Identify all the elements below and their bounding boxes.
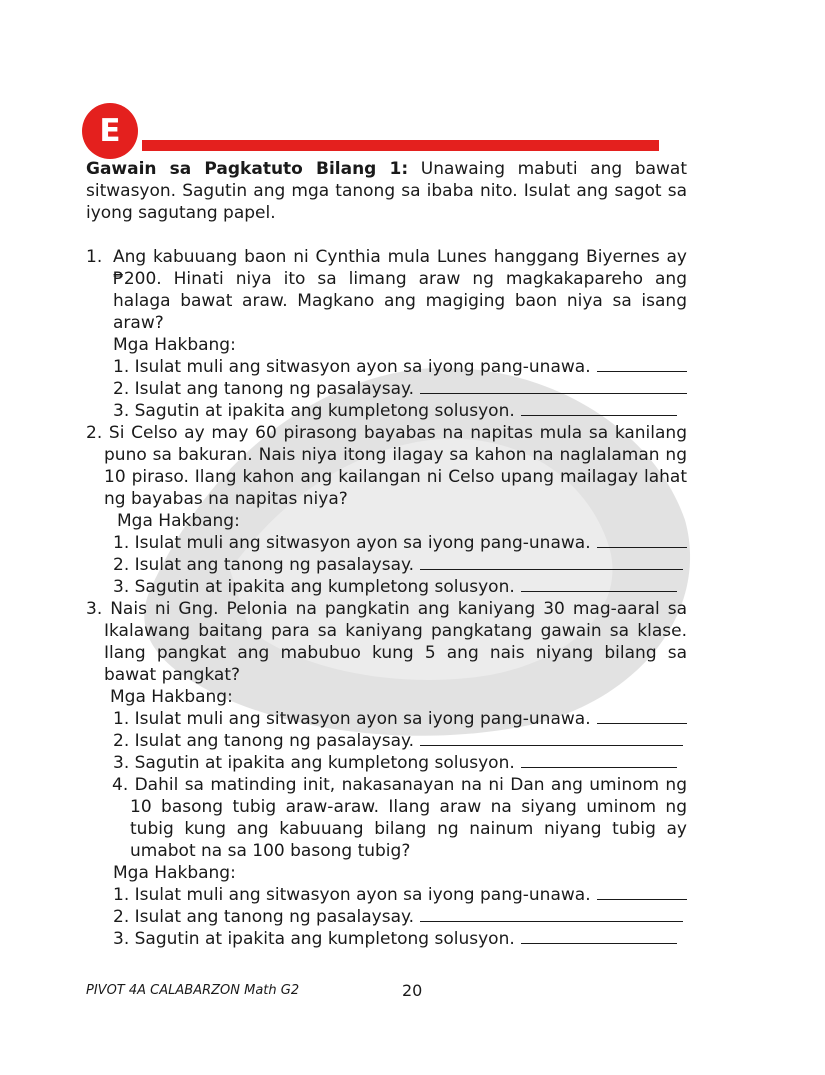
answer-blank[interactable] — [521, 576, 677, 592]
step-3 — [86, 928, 687, 950]
step-3 — [86, 400, 687, 422]
activity-title: Gawain sa Pagkatuto Bilang 1: — [86, 159, 409, 179]
step-2 — [86, 554, 687, 576]
footer-source: PIVOT 4A CALABARZON Math G2 — [86, 983, 300, 998]
answer-blank[interactable] — [521, 752, 677, 768]
step-1 — [86, 356, 687, 378]
answer-blank[interactable] — [420, 378, 687, 394]
answer-blank[interactable] — [597, 708, 687, 724]
step-text: 2. Isulat ang tanong ng pasalaysay. — [113, 555, 415, 575]
step-2 — [86, 730, 687, 752]
answer-blank[interactable] — [521, 928, 677, 944]
steps-label: Mga Hakbang: — [117, 511, 240, 531]
answer-blank[interactable] — [521, 400, 677, 416]
answer-blank[interactable] — [597, 532, 687, 548]
problem-2: 2. Si Celso ay may 60 pirasong bayabas na napitas mula sa kanilang puno sa bakuran. Nais niya itong ilagay sa kahon na naglalaman ng 10 piraso. Ilang kahon ang kailangan ni Celso upang mailagay lahat ng bayabas na napitas niya? — [86, 423, 687, 509]
step-1 — [86, 532, 687, 554]
step-3 — [86, 752, 687, 774]
step-text: 2. Isulat ang tanong ng pasalaysay. — [113, 379, 415, 399]
step-text: 3. Sagutin at ipakita ang kumpletong solusyon. — [113, 401, 515, 421]
intro-paragraph — [86, 158, 687, 224]
problem-number: 1. — [86, 247, 103, 267]
problem-3: 3. Nais ni Gng. Pelonia na pangkatin ang kaniyang 30 mag-aaral sa Ikalawang baitang para sa kaniyang pangkatang gawain sa klase. Ilang pangkat ang mabubuo kung 5 ang nais niyang bilang sa bawat pangkat? — [86, 599, 687, 685]
step-1 — [86, 884, 687, 906]
step-text: 3. Sagutin at ipakita ang kumpletong solusyon. — [113, 929, 515, 949]
header-red-bar — [142, 140, 659, 151]
step-1 — [86, 708, 687, 730]
step-text: 2. Isulat ang tanong ng pasalaysay. — [113, 731, 415, 751]
step-text: 3. Sagutin at ipakita ang kumpletong solusyon. — [113, 753, 515, 773]
step-3 — [86, 576, 687, 598]
problem-text: Ang kabuuang baon ni Cynthia mula Lunes hanggang Biyernes ay ₱200. Hinati niya ito sa limang araw ng magkakapareho ang halaga bawat araw. Magkano ang magiging baon niya sa isang araw? — [113, 247, 687, 333]
step-text: 1. Isulat muli ang sitwasyon ayon sa iyong pang-unawa. — [113, 709, 591, 729]
steps-label: Mga Hakbang: — [110, 687, 233, 707]
problem-4: 4. Dahil sa matinding init, nakasanayan na ni Dan ang uminom ng 10 basong tubig araw-araw. Ilang araw na siyang uminom ng tubig kung ang kabuuang bilang ng nainum niyang tubig ay umabot na sa 100 basong tubig? — [112, 775, 687, 861]
activity-content — [86, 158, 687, 950]
step-2 — [86, 378, 687, 400]
step-text: 1. Isulat muli ang sitwasyon ayon sa iyong pang-unawa. — [113, 885, 591, 905]
answer-blank[interactable] — [597, 884, 687, 900]
answer-blank[interactable] — [597, 356, 687, 372]
section-letter-badge: E — [82, 103, 138, 159]
page-number: 20 — [402, 981, 423, 1000]
step-text: 1. Isulat muli ang sitwasyon ayon sa iyong pang-unawa. — [113, 357, 591, 377]
step-text: 2. Isulat ang tanong ng pasalaysay. — [113, 907, 415, 927]
step-2 — [86, 906, 687, 928]
section-header — [82, 103, 662, 159]
intro-text: Unawaing mabuti ang bawat sitwasyon. Sagutin ang mga tanong sa ibaba nito. Isulat ang sagot sa iyong sagutang papel. — [86, 159, 687, 223]
steps-label: Mga Hakbang: — [113, 863, 236, 883]
answer-blank[interactable] — [420, 906, 683, 922]
step-text: 1. Isulat muli ang sitwasyon ayon sa iyong pang-unawa. — [113, 533, 591, 553]
step-text: 3. Sagutin at ipakita ang kumpletong solusyon. — [113, 577, 515, 597]
problem-1 — [86, 246, 687, 334]
answer-blank[interactable] — [420, 730, 683, 746]
answer-blank[interactable] — [420, 554, 683, 570]
steps-label: Mga Hakbang: — [113, 335, 236, 355]
